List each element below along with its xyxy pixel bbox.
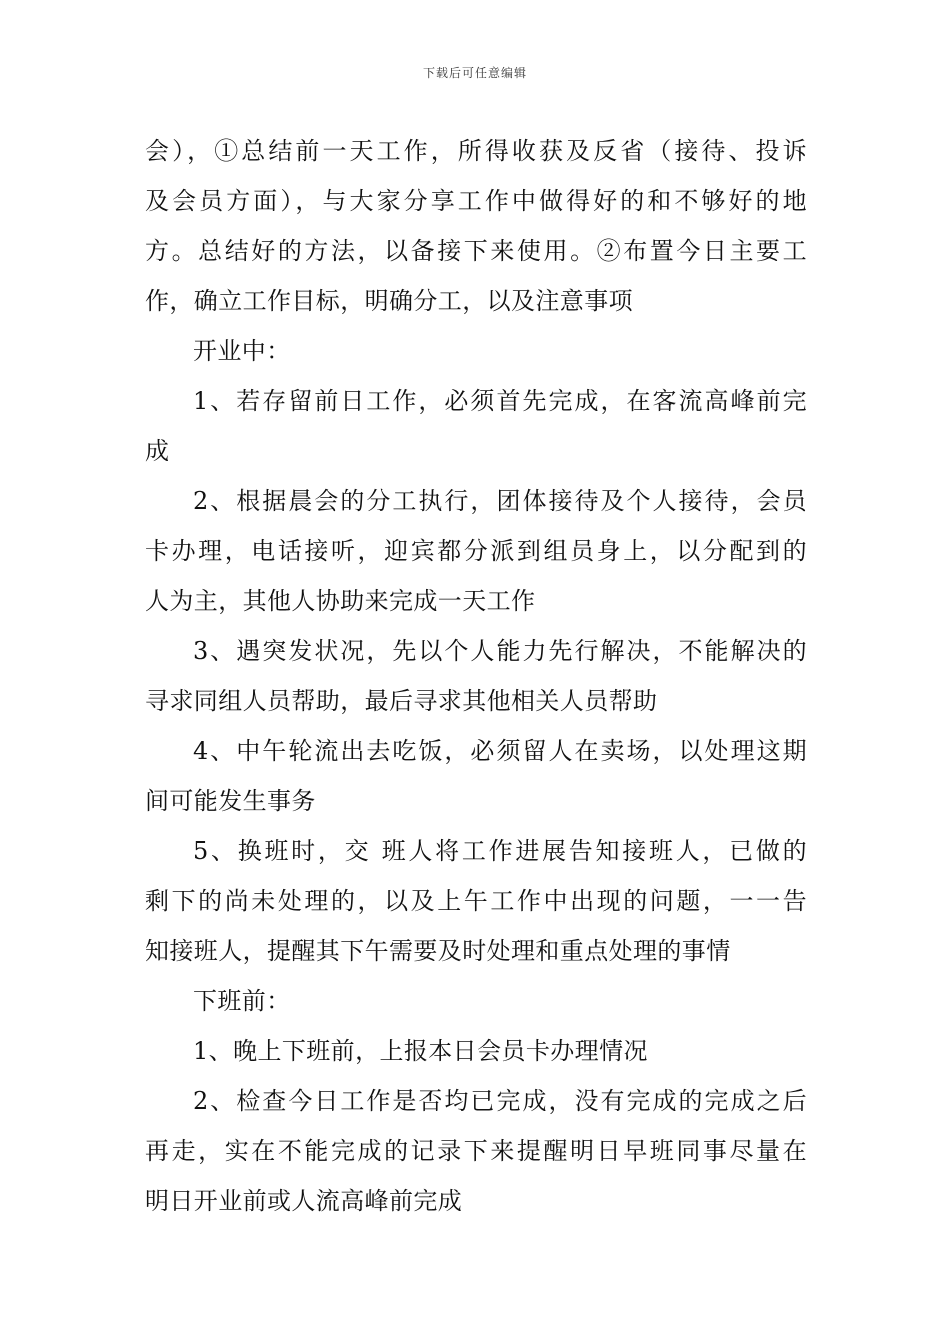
document-body <box>145 126 807 1226</box>
list-item-line: 2、根据晨会的分工执行，团体接待及个人接待，会员 <box>193 487 807 515</box>
text-line: 方。总结好的方法，以备接下来使用。②布置今日主要工 <box>145 237 807 265</box>
section-heading: 开业中： <box>193 337 291 365</box>
text-line: 作，确立工作目标，明确分工，以及注意事项 <box>145 287 633 315</box>
text-line: 会），①总结前一天工作，所得收获及反省（接待、投诉 <box>145 137 807 165</box>
text-line: 及会员方面），与大家分享工作中做得好的和不够好的地 <box>145 187 807 215</box>
section-heading: 下班前： <box>193 987 291 1015</box>
list-item-line: 4、中午轮流出去吃饭，必须留人在卖场，以处理这期 <box>193 737 807 765</box>
list-item-line: 明日开业前或人流高峰前完成 <box>145 1187 463 1215</box>
list-item-line: 再走，实在不能完成的记录下来提醒明日早班同事尽量在 <box>145 1137 807 1165</box>
list-item-line: 1、晚上下班前，上报本日会员卡办理情况 <box>193 1037 648 1065</box>
list-item-line: 人为主，其他人协助来完成一天工作 <box>145 587 536 615</box>
list-item-line: 3、遇突发状况，先以个人能力先行解决，不能解决的 <box>193 637 807 665</box>
list-item-line: 知接班人，提醒其下午需要及时处理和重点处理的事情 <box>145 937 731 965</box>
list-item-line: 寻求同组人员帮助，最后寻求其他相关人员帮助 <box>145 687 658 715</box>
list-item-line: 剩下的尚未处理的，以及上午工作中出现的问题，一一告 <box>145 887 807 915</box>
list-item-line: 卡办理，电话接听，迎宾都分派到组员身上，以分配到的 <box>145 537 807 565</box>
list-item-line: 成 <box>145 437 170 465</box>
page-header: 下载后可任意编辑 <box>422 66 527 80</box>
list-item-line: 2、检查今日工作是否均已完成，没有完成的完成之后 <box>193 1087 807 1115</box>
list-item-line: 1、若存留前日工作，必须首先完成，在客流高峰前完 <box>193 387 807 415</box>
list-item-line: 5、换班时，交 班人将工作进展告知接班人，已做的 <box>193 837 807 865</box>
list-item-line: 间可能发生事务 <box>145 787 316 815</box>
